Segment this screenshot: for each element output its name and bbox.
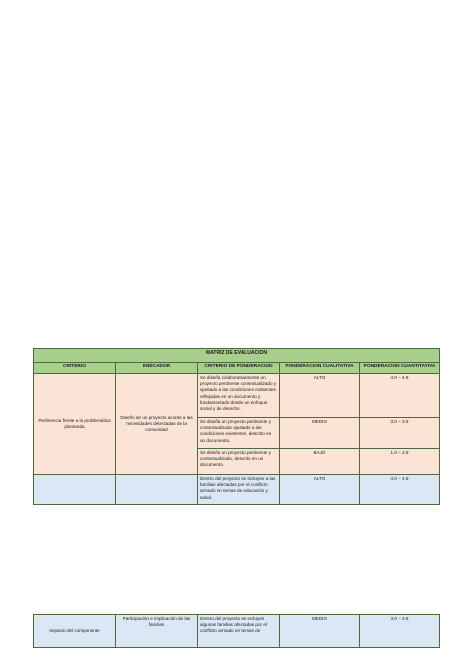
cell-ponderacion: Se diseña colaborativamente un proyecto pertinente contextualizado y ajustado a las condiciones existentes reflejadas en un documento y fundamentado desde un enfoque social y de derecho. <box>198 374 280 418</box>
table-row <box>34 615 440 648</box>
cell-criterio: Impacto del componente <box>34 615 116 648</box>
table-row <box>34 475 440 505</box>
cell-ponderacion: Se diseña un proyecto pertinente y contextualizado ajustado a las condiciones existentes, descrito en un documento. <box>198 418 280 449</box>
evaluation-matrix-table <box>33 348 440 505</box>
cell-cualitativa: ALTO <box>280 475 360 505</box>
cell-cualitativa: ALTO <box>280 374 360 418</box>
cell-cuantitativa: 4.0 – 4.9 <box>360 374 440 418</box>
cell-indicador <box>116 475 198 505</box>
cell-ponderacion: Dentro del proyecto se incluyen algunas familias afectadas por el conflicto armado en temas de <box>198 615 280 648</box>
cell-ponderacion: Se diseña un proyecto pertinente y contextualizado, descrito en un documento. <box>198 449 280 475</box>
header-ponderacion-cuantitativa: PONDERACION CUANTITATIVA <box>360 363 440 374</box>
cell-cualitativa: MEDIO <box>280 418 360 449</box>
matrix-title-row <box>34 349 440 363</box>
cell-cualitativa: BAJO <box>280 449 360 475</box>
cell-indicador: Diseño de un proyecto acorde a las necesidades detectadas de la comunidad <box>116 374 198 475</box>
cell-cuantitativa: 1.0 – 2.9 <box>360 449 440 475</box>
matrix-title: MATRIZ DE EVALUACION <box>34 349 440 363</box>
cell-ponderacion: Dentro del proyecto se incluyen a las familias afectadas por el conflicto armado en temas de educación y salud. <box>198 475 280 505</box>
table-row <box>34 374 440 418</box>
header-ponderacion-cualitativa: PONDERACION CUALITATIVA <box>280 363 360 374</box>
cell-criterio <box>34 475 116 505</box>
cell-cuantitativa: 4.0 – 4.9 <box>360 475 440 505</box>
evaluation-matrix-continued <box>33 614 440 648</box>
cell-cualitativa: MEDIO <box>280 615 360 648</box>
cell-criterio: Pertinencia frente a la problemática planteada <box>34 374 116 475</box>
cell-indicador: Participación e implicación de las familias <box>116 615 198 648</box>
matrix-header-row <box>34 363 440 374</box>
cell-cuantitativa: 3.0 – 3.9 <box>360 418 440 449</box>
header-criterio: CRITERIO <box>34 363 116 374</box>
header-criterio-ponderacion: CRITERIO DE PONDERACION <box>198 363 280 374</box>
header-indicador: INDICADOR <box>116 363 198 374</box>
cell-cuantitativa: 3.0 – 3.9 <box>360 615 440 648</box>
